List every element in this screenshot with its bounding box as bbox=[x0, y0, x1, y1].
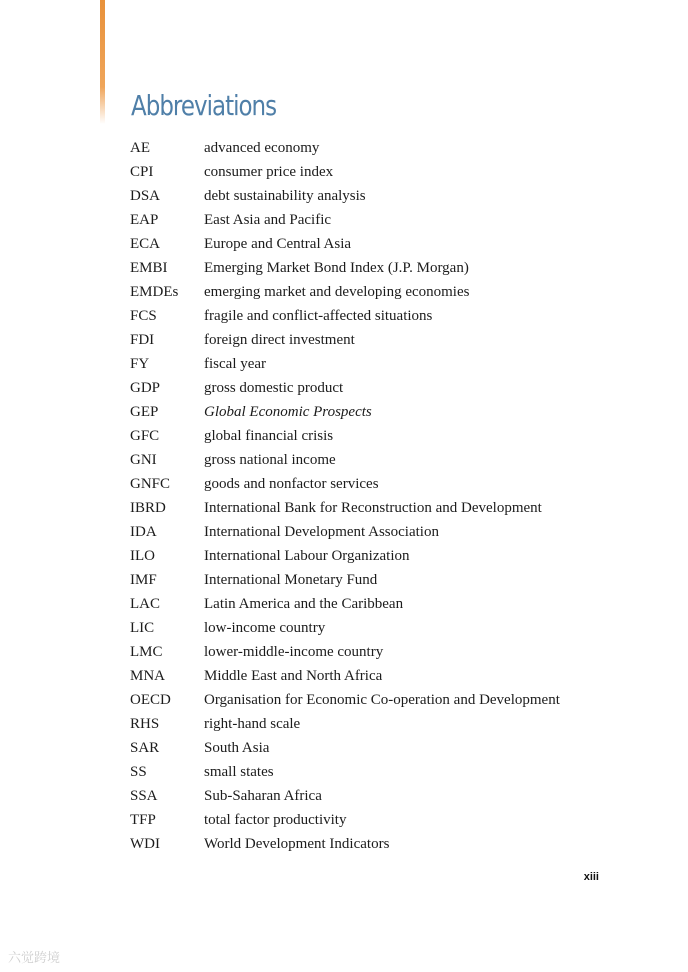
abbreviation-code: AE bbox=[130, 140, 150, 156]
abbreviation-code: WDI bbox=[130, 836, 160, 852]
abbreviation-definition: foreign direct investment bbox=[204, 332, 355, 348]
abbreviation-definition: gross national income bbox=[204, 452, 336, 468]
abbreviation-code: GNFC bbox=[130, 476, 171, 492]
abbreviation-row bbox=[130, 832, 630, 856]
page-number: xiii bbox=[583, 871, 599, 883]
abbreviation-definition: low-income country bbox=[204, 620, 326, 636]
abbreviation-row bbox=[130, 304, 630, 328]
abbreviation-definition: goods and nonfactor services bbox=[204, 476, 379, 492]
abbreviation-row bbox=[130, 256, 630, 280]
abbreviation-row bbox=[130, 496, 630, 520]
abbreviation-code: CPI bbox=[130, 164, 154, 180]
abbreviation-row bbox=[130, 208, 630, 232]
abbreviation-row bbox=[130, 328, 630, 352]
abbreviation-definition: Middle East and North Africa bbox=[204, 668, 383, 684]
watermark-text: 六觉跨境 bbox=[8, 951, 61, 966]
abbreviation-row bbox=[130, 568, 630, 592]
abbreviation-definition: small states bbox=[204, 764, 274, 780]
abbreviation-row bbox=[130, 424, 630, 448]
abbreviation-code: ECA bbox=[130, 236, 160, 252]
abbreviation-code: IMF bbox=[130, 572, 157, 588]
abbreviation-row bbox=[130, 664, 630, 688]
abbreviation-definition: International Labour Organization bbox=[204, 548, 410, 564]
abbreviation-code: SAR bbox=[130, 740, 160, 756]
abbreviation-row bbox=[130, 448, 630, 472]
abbreviation-code: FCS bbox=[130, 308, 157, 324]
abbreviation-row bbox=[130, 784, 630, 808]
abbreviation-code: ILO bbox=[130, 548, 155, 564]
abbreviation-row bbox=[130, 688, 630, 712]
abbreviation-definition: right-hand scale bbox=[204, 716, 301, 732]
abbreviation-row bbox=[130, 808, 630, 832]
abbreviation-row bbox=[130, 160, 630, 184]
abbreviation-row bbox=[130, 232, 630, 256]
abbreviation-definition: International Development Association bbox=[204, 524, 439, 540]
abbreviation-row bbox=[130, 592, 630, 616]
abbreviation-definition: gross domestic product bbox=[204, 380, 344, 396]
abbreviation-code: SSA bbox=[130, 788, 158, 804]
abbreviation-code: GNI bbox=[130, 452, 157, 468]
abbreviation-definition: International Monetary Fund bbox=[204, 572, 378, 588]
abbreviation-code: EAP bbox=[130, 212, 159, 228]
abbreviation-definition: emerging market and developing economies bbox=[204, 284, 470, 300]
abbreviation-row bbox=[130, 520, 630, 544]
abbreviation-code: SS bbox=[130, 764, 147, 780]
abbreviation-code: DSA bbox=[130, 188, 161, 204]
abbreviation-definition: Latin America and the Caribbean bbox=[204, 596, 404, 612]
abbreviation-definition: International Bank for Reconstruction and Development bbox=[204, 500, 542, 516]
abbreviation-code: EMBI bbox=[130, 260, 168, 276]
abbreviation-row bbox=[130, 616, 630, 640]
abbreviation-list bbox=[130, 136, 630, 856]
abbreviation-definition: total factor productivity bbox=[204, 812, 347, 828]
abbreviation-code: GDP bbox=[130, 380, 161, 396]
abbreviation-row bbox=[130, 760, 630, 784]
abbreviation-code: EMDEs bbox=[130, 284, 179, 300]
abbreviation-definition: consumer price index bbox=[204, 164, 334, 180]
abbreviation-definition: East Asia and Pacific bbox=[204, 212, 332, 228]
abbreviation-row bbox=[130, 184, 630, 208]
abbreviation-code: OECD bbox=[130, 692, 171, 708]
abbreviation-code: FDI bbox=[130, 332, 155, 348]
abbreviation-row bbox=[130, 736, 630, 760]
abbreviation-row bbox=[130, 472, 630, 496]
abbreviation-definition: Organisation for Economic Co-operation and Development bbox=[204, 692, 560, 708]
abbreviation-definition: Global Economic Prospects bbox=[204, 404, 372, 420]
abbreviation-definition: debt sustainability analysis bbox=[204, 188, 366, 204]
abbreviation-row bbox=[130, 136, 630, 160]
abbreviation-code: GEP bbox=[130, 404, 159, 420]
abbreviation-row bbox=[130, 640, 630, 664]
abbreviation-code: RHS bbox=[130, 716, 160, 732]
abbreviation-code: IDA bbox=[130, 524, 157, 540]
abbreviation-row bbox=[130, 280, 630, 304]
page-title: Abbreviations bbox=[131, 89, 277, 122]
abbreviation-row bbox=[130, 712, 630, 736]
abbreviation-code: LMC bbox=[130, 644, 163, 660]
abbreviation-definition: Sub-Saharan Africa bbox=[204, 788, 322, 804]
abbreviation-row bbox=[130, 400, 630, 424]
abbreviation-definition: fiscal year bbox=[204, 356, 267, 372]
abbreviation-definition: lower-middle-income country bbox=[204, 644, 384, 660]
abbreviation-code: IBRD bbox=[130, 500, 166, 516]
abbreviation-code: GFC bbox=[130, 428, 160, 444]
abbreviation-definition: World Development Indicators bbox=[204, 836, 390, 852]
abbreviation-row bbox=[130, 352, 630, 376]
abbreviation-row bbox=[130, 376, 630, 400]
abbreviation-code: LAC bbox=[130, 596, 160, 612]
abbreviation-definition: advanced economy bbox=[204, 140, 320, 156]
abbreviation-definition: South Asia bbox=[204, 740, 270, 756]
abbreviation-definition: Europe and Central Asia bbox=[204, 236, 352, 252]
abbreviation-definition: Emerging Market Bond Index (J.P. Morgan) bbox=[204, 260, 469, 276]
orange-accent-bar bbox=[100, 0, 105, 124]
abbreviation-code: FY bbox=[130, 356, 150, 372]
abbreviation-row bbox=[130, 544, 630, 568]
abbreviation-code: LIC bbox=[130, 620, 155, 636]
abbreviation-definition: fragile and conflict-affected situations bbox=[204, 308, 433, 324]
abbreviation-definition: global financial crisis bbox=[204, 428, 334, 444]
abbreviation-code: MNA bbox=[130, 668, 166, 684]
abbreviation-code: TFP bbox=[130, 812, 156, 828]
